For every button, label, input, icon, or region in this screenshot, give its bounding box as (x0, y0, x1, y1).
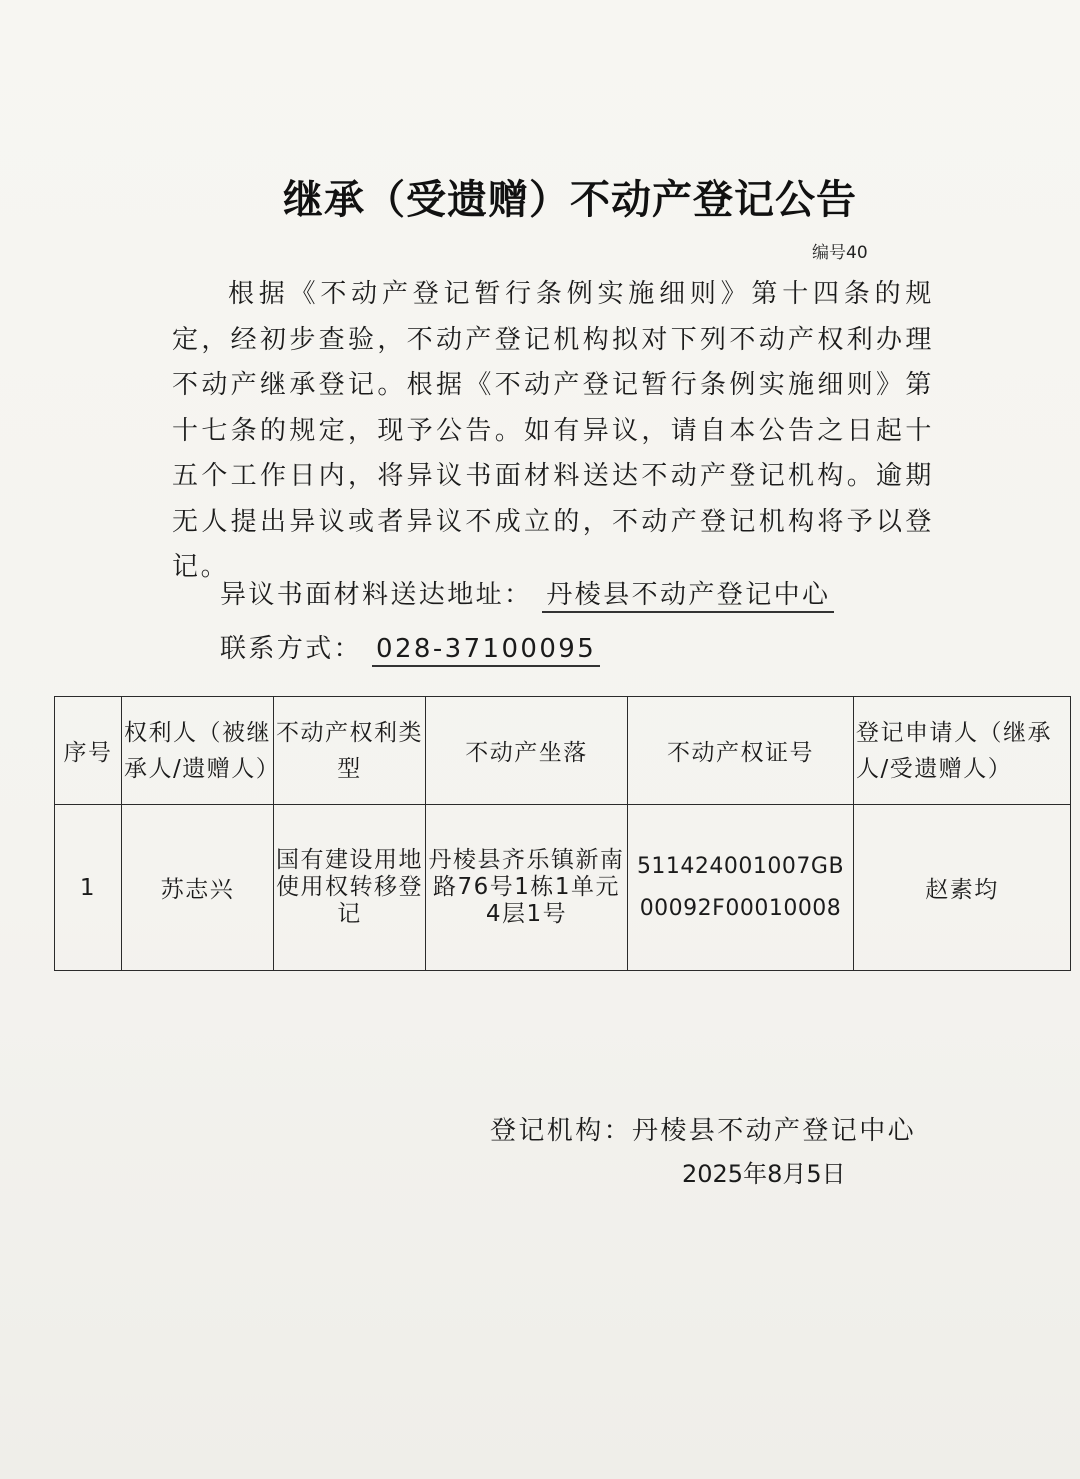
header-cert-no: 不动产权证号 (628, 697, 854, 805)
cell-applicant: 赵素均 (854, 805, 1071, 971)
header-location: 不动产坐落 (426, 697, 628, 805)
header-right-type: 不动产权利类型 (274, 697, 426, 805)
notice-body-paragraph: 根据《不动产登记暂行条例实施细则》第十四条的规定，经初步查验，不动产登记机构拟对下列不动产权利办理不动产继承登记。根据《不动产登记暂行条例实施细则》第十七条的规定，现予公告。如有异议，请自本公告之日起十五个工作日内，将异议书面材料送达不动产登记机构。逾期无人提出异议或者异议不成立的，不动产登记机构将予以登记。 (172, 279, 934, 582)
cell-right-type: 国有建设用地使用权转移登记 (274, 805, 426, 971)
contact-label: 联系方式： (220, 634, 363, 664)
cell-owner: 苏志兴 (122, 805, 274, 971)
table-row (55, 805, 1071, 971)
objection-address-value: 丹棱县不动产登记中心 (542, 580, 834, 613)
contact-phone-value: 028-37100095 (372, 634, 600, 667)
page-title: 继承（受遗赠）不动产登记公告 (283, 176, 857, 223)
table-header-row (55, 697, 1071, 805)
header-owner: 权利人（被继承人/遗赠人） (122, 697, 274, 805)
registration-authority-signature: 登记机构：丹棱县不动产登记中心 (490, 1116, 917, 1146)
cell-cert-no: 511424001007GB00092F00010008 (628, 805, 854, 971)
contact-line (220, 628, 600, 665)
header-applicant: 登记申请人（继承人/受遗赠人） (854, 697, 1071, 805)
cell-seq: 1 (55, 805, 122, 971)
objection-address-label: 异议书面材料送达地址： (220, 580, 533, 610)
registration-table (54, 696, 1071, 971)
notice-date: 2025年8月5日 (682, 1160, 846, 1188)
header-seq: 序号 (55, 697, 122, 805)
cell-location: 丹棱县齐乐镇新南路76号1栋1单元4层1号 (426, 805, 628, 971)
objection-address-line (220, 574, 834, 611)
document-number: 编号40 (812, 243, 868, 263)
